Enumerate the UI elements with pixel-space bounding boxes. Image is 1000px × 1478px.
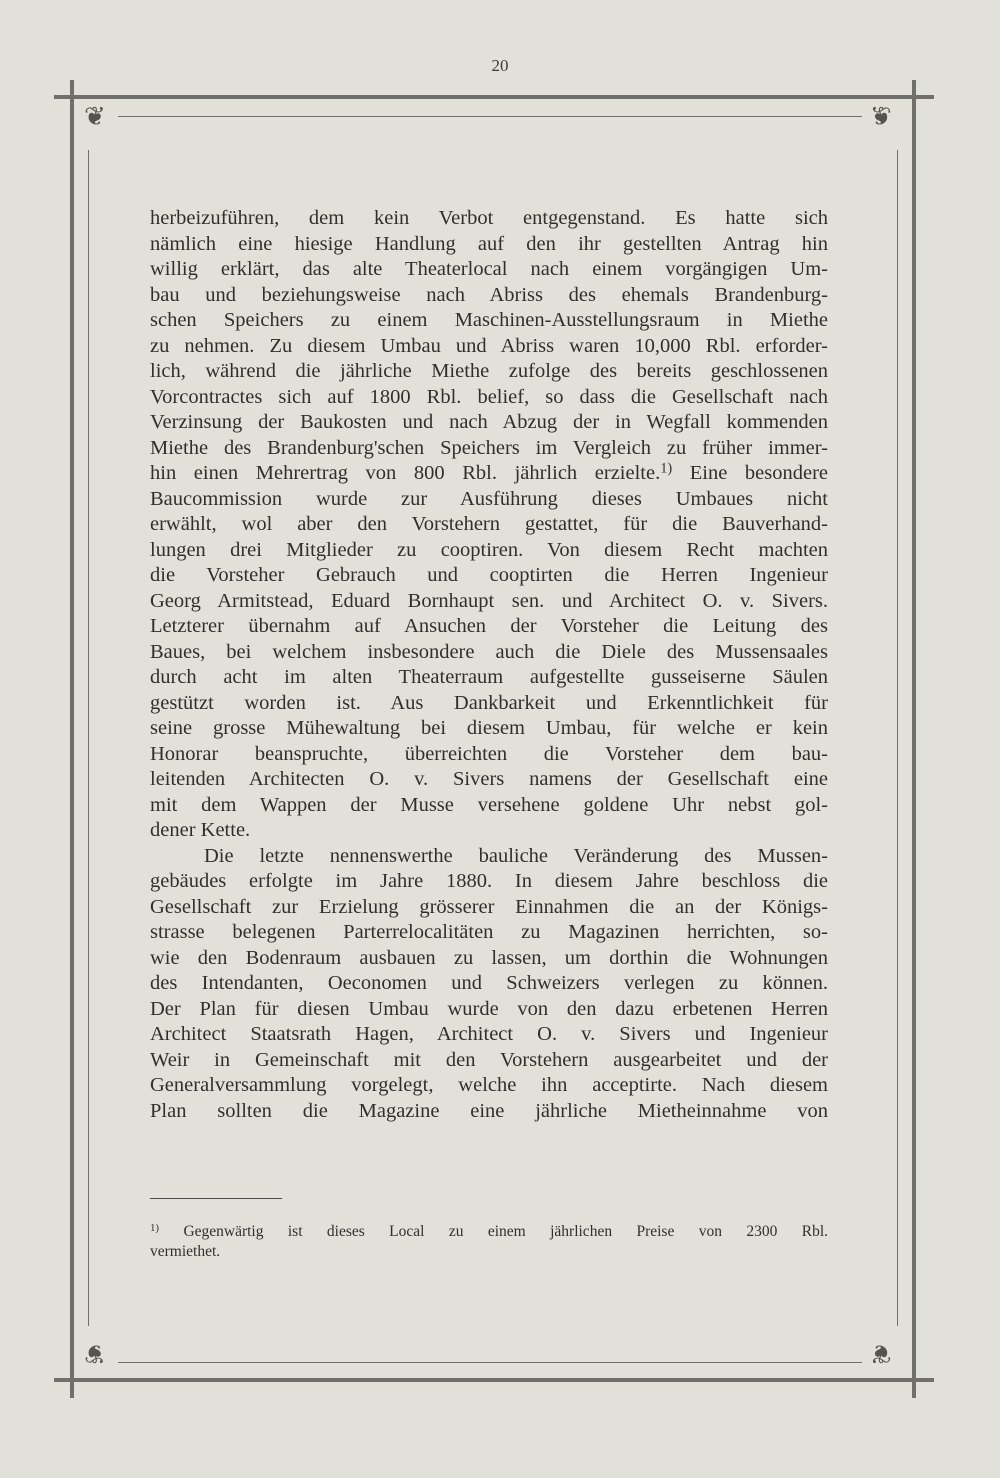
footnote-divider <box>150 1198 282 1199</box>
text-line: schen Speichers zu einem Maschinen-Ausstellungsraum in Miethe <box>150 309 828 331</box>
text-line: herbeizuführen, dem kein Verbot entgegenstand. Es hatte sich <box>150 207 828 229</box>
text-line: Honorar beanspruchte, überreichten die Vorsteher dem bau- <box>150 742 828 765</box>
footnote-line: vermiethet. <box>150 1243 221 1260</box>
text-line: Plan sollten die Magazine eine jährliche Mietheinnahme von <box>150 1099 828 1122</box>
text-line: strasse belegenen Parterrelocalitäten zu Magazinen herrichten, so- <box>150 921 828 943</box>
text-line: lich, während die jährliche Miethe zufolge des bereits geschlossenen <box>150 360 828 382</box>
text-line: erwählt, wol aber den Vorstehern gestattet, für die Bauverhand- <box>150 513 828 535</box>
text-line-with-footnote <box>150 461 828 487</box>
text-line: Baues, bei welchem insbesondere auch die Diele des Mussensaales <box>150 640 828 663</box>
footnote-marker: 1) <box>150 1222 160 1235</box>
frame-top-inner <box>118 116 862 117</box>
text-line: Der Plan für diesen Umbau wurde von den dazu erbetenen Herren <box>150 997 828 1020</box>
text-line: bau und beziehungsweise nach Abriss des ehemals Brandenburg- <box>150 283 828 306</box>
frame-bottom-inner <box>118 1362 862 1363</box>
corner-ornament-icon: ❦ <box>84 102 106 132</box>
corner-ornament-icon: ❦ <box>870 102 892 132</box>
text-line: Miethe des Brandenburg'schen Speichers im Vergleich zu früher immer- <box>150 436 828 459</box>
text-line: Baucommission wurde zur Ausführung dieses Umbaues nicht <box>150 487 828 510</box>
footnote-reference: 1) <box>660 460 673 477</box>
frame-bottom-outer <box>54 1378 934 1382</box>
text-line: Letzterer übernahm auf Ansuchen der Vorsteher die Leitung des <box>150 615 828 637</box>
text-line: Architect Staatsrath Hagen, Architect O. v. Sivers und Ingenieur <box>150 1023 828 1045</box>
text-line: des Intendanten, Oeconomen und Schweizers verlegen zu können. <box>150 972 828 994</box>
text-line: Vorcontractes sich auf 1800 Rbl. belief, so dass die Gesellschaft nach <box>150 385 828 408</box>
text-line: willig erklärt, das alte Theaterlocal nach einem vorgängigen Um- <box>150 258 828 280</box>
text-line: nämlich eine hiesige Handlung auf den ihr gestellten Antrag hin <box>150 232 828 255</box>
frame-right-inner <box>897 150 898 1326</box>
footnote-line <box>150 1222 828 1242</box>
text-line: gestützt worden ist. Aus Dankbarkeit und Erkenntlichkeit für <box>150 691 828 714</box>
text-line: mit dem Wappen der Musse versehene goldene Uhr nebst gol- <box>150 793 828 816</box>
text-line: leitenden Architecten O. v. Sivers namens der Gesellschaft eine <box>150 768 828 790</box>
text-line: gebäudes erfolgte im Jahre 1880. In diesem Jahre beschloss die <box>150 870 828 892</box>
corner-ornament-icon: ❦ <box>84 1338 106 1368</box>
text-segment: Eine besondere <box>689 462 829 484</box>
frame-left-outer <box>70 80 74 1398</box>
text-line: Die letzte nennenswerthe bauliche Veränderung des Mussen- <box>204 844 828 867</box>
paragraph-2 <box>150 844 828 1125</box>
footnote-text: Gegenwärtig ist dieses Local zu einem jährlichen Preise von 2300 Rbl. <box>183 1223 829 1240</box>
text-line: wie den Bodenraum ausbauen zu lassen, um dorthin die Wohnungen <box>150 946 828 969</box>
text-line: seine grosse Mühewaltung bei diesem Umbau, für welche er kein <box>150 717 828 739</box>
text-line: die Vorsteher Gebrauch und cooptirten die Herren Ingenieur <box>150 564 828 586</box>
text-line: Generalversammlung vorgelegt, welche ihn acceptirte. Nach diesem <box>150 1074 828 1096</box>
text-line: Gesellschaft zur Erzielung grösserer Einnahmen die an der Königs- <box>150 895 828 918</box>
text-line: Verzinsung der Baukosten und nach Abzug der in Wegfall kommenden <box>150 411 828 433</box>
text-line: dener Kette. <box>150 819 251 841</box>
paragraph-1 <box>150 206 828 844</box>
text-line: Weir in Gemeinschaft mit den Vorstehern ausgearbeitet und der <box>150 1048 828 1071</box>
text-line: lungen drei Mitglieder zu cooptiren. Von diesem Recht machten <box>150 538 828 561</box>
frame-left-inner <box>88 150 89 1326</box>
text-line: durch acht im alten Theaterraum aufgestellte gusseiserne Säulen <box>150 666 828 688</box>
page-number: 20 <box>491 56 509 75</box>
frame-top-outer <box>54 95 934 99</box>
text-line: Georg Armitstead, Eduard Bornhaupt sen. und Architect O. v. Sivers. <box>150 589 828 612</box>
text-segment: hin einen Mehrertrag von 800 Rbl. jährlich erzielte. <box>150 462 661 484</box>
corner-ornament-icon: ❦ <box>870 1338 892 1368</box>
body-text <box>150 206 828 1124</box>
frame-right-outer <box>912 80 916 1398</box>
footnote <box>150 1222 828 1262</box>
text-line: zu nehmen. Zu diesem Umbau und Abriss waren 10,000 Rbl. erforder- <box>150 334 828 357</box>
